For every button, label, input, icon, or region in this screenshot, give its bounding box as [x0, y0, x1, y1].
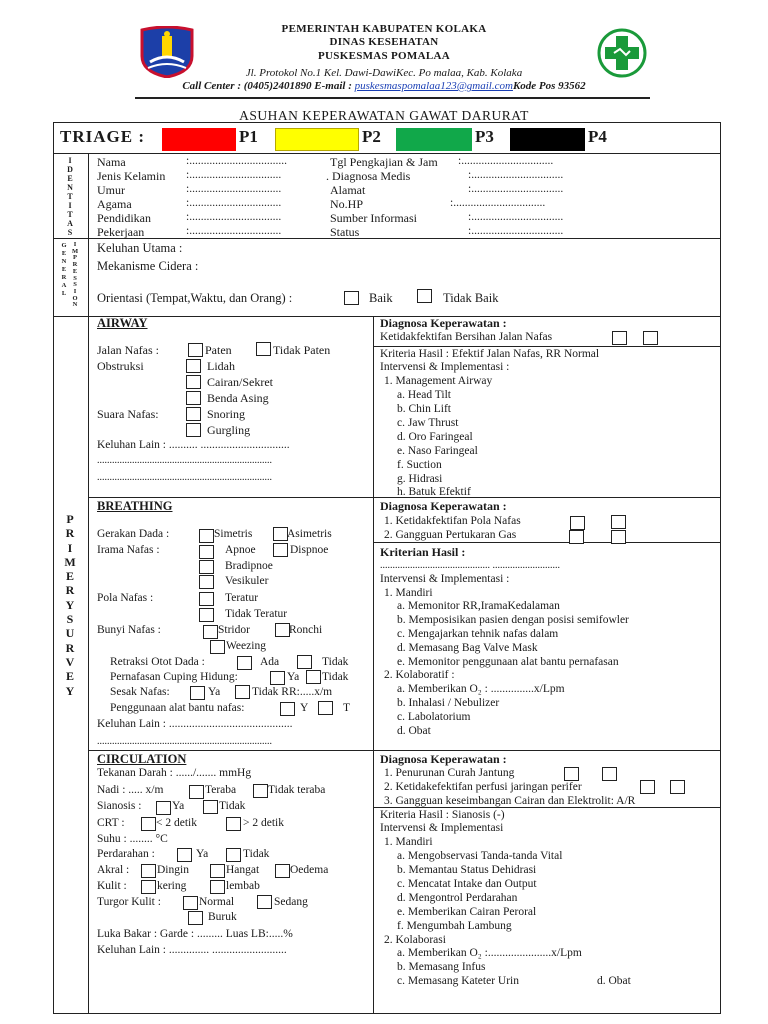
- sesak-ya-checkbox[interactable]: [190, 686, 205, 700]
- jalan-nafas-label: Jalan Nafas :: [97, 343, 159, 357]
- asimetris-checkbox[interactable]: [273, 527, 288, 541]
- breathing-kolab-item: d. Obat: [397, 725, 431, 737]
- alat-y-checkbox[interactable]: [280, 702, 295, 716]
- airway-dots-1[interactable]: ......................................................................: [97, 455, 272, 466]
- circulation-dx1-checkbox-a[interactable]: [564, 767, 579, 781]
- breathing-keluhan-lain[interactable]: Keluhan Lain : ...........................................: [97, 718, 293, 730]
- simetris-label: Simetris: [214, 528, 253, 540]
- field-nama: Nama: [97, 155, 126, 169]
- perdarahan-tidak-label: Tidak: [243, 848, 270, 860]
- airway-dx-heading: Diagnosa Keperawatan :: [380, 316, 507, 330]
- airway-dx1-checkbox-b[interactable]: [643, 331, 658, 345]
- breathing-kolab-item: a. Memberikan O₂ : ...............x/Lpm: [397, 683, 565, 695]
- call-center: Call Center : (0405)2401890 E-mail :: [182, 80, 355, 92]
- identitas-side-text: IDENTITAS: [67, 156, 73, 237]
- tidak-teratur-checkbox[interactable]: [199, 608, 214, 622]
- alat-y-label: Y: [300, 702, 309, 714]
- breathing-dx2-checkbox-a[interactable]: [569, 530, 584, 544]
- field-tgl-pengkajian: Tgl Pengkajian & Jam: [330, 155, 438, 169]
- breathing-dx-2: 2. Gangguan Pertukaran Gas: [384, 529, 517, 541]
- cairan-label: Cairan/Sekret: [207, 375, 273, 389]
- header-address: Jl. Protokol No.1 Kel. Dawi-DawiKec. Po malaa, Kab. Kolaka: [245, 67, 523, 79]
- retraksi-tidak-checkbox[interactable]: [297, 655, 312, 669]
- circulation-keluhan-lain[interactable]: Keluhan Lain : .............. ..........................: [97, 944, 287, 956]
- kulit-kering-checkbox[interactable]: [141, 880, 156, 894]
- dispnoe-checkbox[interactable]: [273, 543, 288, 557]
- form-title: ASUHAN KEPERAWATAN GAWAT DARURAT: [239, 108, 529, 123]
- header-rule: [135, 97, 650, 99]
- sianosis-ya-label: Ya: [172, 800, 185, 812]
- turgor-sedang-label: Sedang: [274, 896, 308, 908]
- circulation-kolab-item: b. Memasang Infus: [397, 961, 486, 973]
- simetris-checkbox[interactable]: [199, 529, 214, 543]
- breathing-dots[interactable]: ......................................................................: [97, 736, 272, 747]
- field-agama: Agama: [97, 197, 132, 211]
- cuping-tidak-label: Tidak: [322, 671, 349, 683]
- crt-label: CRT :: [97, 817, 125, 829]
- pola-nafas-label: Pola Nafas :: [97, 592, 154, 604]
- breathing-kriteria: Kriterian Hasil :: [380, 545, 466, 559]
- primary-survey-side-label: [62, 512, 78, 698]
- cuping-tidak-checkbox[interactable]: [306, 670, 321, 684]
- triage-p1-label: P1: [239, 127, 258, 146]
- airway-keluhan-lain[interactable]: Keluhan Lain : .......... ...............................: [97, 439, 290, 451]
- irama-nafas-label: Irama Nafas :: [97, 544, 160, 556]
- crt-gt-checkbox[interactable]: [226, 817, 241, 831]
- vesikuler-checkbox[interactable]: [199, 575, 214, 589]
- value-alamat[interactable]: :................................: [468, 183, 564, 195]
- lidah-label: Lidah: [207, 359, 235, 373]
- akral-dingin-checkbox[interactable]: [141, 864, 156, 878]
- orientasi-baik-checkbox[interactable]: [344, 291, 359, 305]
- circulation-dx2-checkbox-b[interactable]: [670, 780, 685, 794]
- airway-management: 1. Management Airway: [384, 375, 493, 387]
- suara-nafas-label: Suara Nafas:: [97, 407, 159, 421]
- kulit-lembab-checkbox[interactable]: [210, 880, 225, 894]
- orientasi-tidak-baik-checkbox[interactable]: [417, 289, 432, 303]
- airway-kriteria: Kriteria Hasil : Efektif Jalan Nafas, RR Normal: [380, 348, 600, 360]
- value-sumber-informasi[interactable]: :................................: [468, 211, 564, 223]
- airway-item: b. Chin Lift: [397, 403, 451, 415]
- circulation-mandiri-item: e. Memberikan Cairan Peroral: [397, 906, 537, 918]
- bradipnoe-label: Bradipnoe: [225, 560, 273, 572]
- orientasi-tidak-baik-label: Tidak Baik: [443, 291, 499, 305]
- orientasi-baik-label: Baik: [369, 291, 393, 305]
- circulation-dx-1: 1. Penurunan Curah Jantung: [384, 767, 515, 779]
- kulit-label: Kulit :: [97, 880, 127, 892]
- gurgling-checkbox[interactable]: [186, 423, 201, 437]
- airway-dx-1: Ketidakfektifan Bersihan Jalan Nafas: [380, 331, 553, 343]
- breathing-mandiri-item: b. Memposisikan pasien dengan posisi semifowler: [397, 614, 629, 626]
- field-sumber-informasi: Sumber Informasi: [330, 211, 417, 225]
- circulation-kriteria: Kriteria Hasil : Sianosis (-): [380, 809, 505, 821]
- triage-p1-swatch[interactable]: [162, 128, 236, 151]
- divider: [88, 750, 721, 751]
- divider: [53, 153, 721, 154]
- circulation-intervensi: Intervensi & Implementasi: [380, 822, 504, 834]
- akral-oedema-label: Oedema: [290, 864, 329, 876]
- keluhan-utama-label: Keluhan Utama :: [97, 241, 183, 255]
- primary-survey-side-text: PRIMERY SURVEY: [64, 512, 76, 698]
- value-status[interactable]: :................................: [468, 225, 564, 237]
- cairan-checkbox[interactable]: [186, 375, 201, 389]
- teratur-checkbox[interactable]: [199, 592, 214, 606]
- breathing-kriteria-dots[interactable]: ............................................ ...........................: [380, 560, 560, 571]
- sesak-ya-label: Ya: [208, 686, 221, 698]
- akral-label: Akral :: [97, 864, 130, 876]
- airway-intervensi: Intervensi & Implementasi :: [380, 361, 510, 373]
- circulation-dx-heading: Diagnosa Keperawatan :: [380, 752, 507, 766]
- general-side-text: GENERAL: [61, 242, 67, 297]
- circulation-kolab: 2. Kolaborasi: [384, 934, 446, 946]
- tekanan-darah-field[interactable]: Tekanan Darah : ....../....... mmHg: [97, 767, 252, 779]
- kulit-lembab-label: lembab: [226, 880, 260, 892]
- breathing-mandiri-item: c. Mengajarkan tehnik nafas dalam: [397, 628, 559, 640]
- nadi-tidak-teraba-checkbox[interactable]: [253, 784, 268, 798]
- crt-lt-label: < 2 detik: [156, 817, 197, 829]
- vesikuler-label: Vesikuler: [225, 575, 269, 587]
- value-agama[interactable]: :................................: [186, 197, 282, 209]
- field-pendidikan: Pendidikan: [97, 211, 151, 225]
- paten-checkbox[interactable]: [188, 343, 203, 357]
- gerakan-dada-label: Gerakan Dada :: [97, 528, 170, 540]
- field-alamat: Alamat: [330, 183, 366, 197]
- luka-bakar-field[interactable]: Luka Bakar : Garde : ......... Luas LB:.....%: [97, 928, 293, 940]
- triage-p3-swatch[interactable]: [396, 128, 472, 151]
- circulation-dx-3: 3. Gangguan keseimbangan Cairan dan Elektrolit: A/R: [384, 795, 636, 807]
- akral-oedema-checkbox[interactable]: [275, 864, 290, 878]
- circulation-dx1-checkbox-b[interactable]: [602, 767, 617, 781]
- sianosis-ya-checkbox[interactable]: [156, 801, 171, 815]
- sianosis-tidak-label: Tidak: [219, 800, 246, 812]
- apnoe-label: Apnoe: [225, 544, 256, 556]
- impression-side-text: IMPRESSION: [72, 241, 79, 309]
- airway-item: f. Suction: [397, 459, 442, 471]
- triage-p3-label: P3: [475, 127, 494, 146]
- value-tgl-pengkajian[interactable]: :................................: [458, 155, 554, 167]
- perdarahan-tidak-checkbox[interactable]: [226, 848, 241, 862]
- impression-side-label: [69, 242, 81, 309]
- circulation-mandiri-item: f. Mengumbah Lambung: [397, 920, 512, 932]
- retraksi-tidak-label: Tidak: [322, 656, 349, 668]
- triage-p2-swatch[interactable]: [275, 128, 359, 151]
- header-line-2: DINAS KESEHATAN: [329, 36, 439, 48]
- circulation-kolab-item: c. Memasang Kateter Urin: [397, 975, 519, 987]
- breathing-mandiri-item: e. Memonitor penggunaan alat bantu pernafasan: [397, 656, 619, 668]
- crt-lt-checkbox[interactable]: [141, 817, 156, 831]
- sesak-tidak-checkbox[interactable]: [235, 685, 250, 699]
- circulation-mandiri-item: c. Mencatat Intake dan Output: [397, 878, 537, 890]
- value-pekerjaan[interactable]: :................................: [186, 225, 282, 237]
- alat-bantu-label: Penggunaan alat bantu nafas:: [110, 702, 245, 714]
- field-pekerjaan: Pekerjaan: [97, 225, 145, 239]
- triage-p4-swatch[interactable]: [510, 128, 585, 151]
- turgor-normal-label: Normal: [199, 896, 235, 908]
- breathing-dx1-checkbox-a[interactable]: [570, 516, 585, 530]
- snoring-checkbox[interactable]: [186, 407, 201, 421]
- crt-gt-label: > 2 detik: [243, 817, 284, 829]
- value-umur[interactable]: :................................: [186, 183, 282, 195]
- turgor-normal-checkbox[interactable]: [183, 896, 198, 910]
- akral-hangat-label: Hangat: [226, 864, 260, 876]
- breathing-mandiri: 1. Mandiri: [384, 587, 433, 599]
- breathing-dx2-checkbox-b[interactable]: [611, 530, 626, 544]
- akral-hangat-checkbox[interactable]: [210, 864, 225, 878]
- stridor-checkbox[interactable]: [203, 625, 218, 639]
- header-line-3: PUSKESMAS POMALAA: [318, 50, 450, 62]
- cuping-ya-label: Ya: [287, 671, 300, 683]
- tidak-paten-label: Tidak Paten: [273, 343, 331, 357]
- breathing-dx1-checkbox-b[interactable]: [611, 515, 626, 529]
- benda-asing-label: Benda Asing: [207, 391, 269, 405]
- bunyi-nafas-label: Bunyi Nafas :: [97, 624, 161, 636]
- weezing-checkbox[interactable]: [210, 640, 225, 654]
- post-code: Kode Pos 93562: [512, 80, 586, 92]
- apnoe-checkbox[interactable]: [199, 545, 214, 559]
- airway-dots-2[interactable]: ......................................................................: [97, 472, 272, 483]
- suhu-field[interactable]: Suhu : ........ °C: [97, 833, 168, 845]
- field-jenis-kelamin: Jenis Kelamin: [97, 169, 166, 183]
- weezing-label: Weezing: [226, 640, 266, 652]
- breathing-heading: BREATHING: [97, 499, 173, 513]
- obstruksi-label: Obstruksi: [97, 359, 144, 373]
- sesak-rr-label[interactable]: Tidak RR:.....x/m: [252, 686, 333, 698]
- cuping-ya-checkbox[interactable]: [270, 671, 285, 685]
- alat-t-checkbox[interactable]: [318, 701, 333, 715]
- triage-p2-label: P2: [362, 127, 381, 146]
- identitas-side-label: [63, 156, 77, 237]
- bradipnoe-checkbox[interactable]: [199, 560, 214, 574]
- benda-asing-checkbox[interactable]: [186, 391, 201, 405]
- airway-item: a. Head Tilt: [397, 389, 451, 401]
- dispnoe-label: Dispnoe: [290, 544, 329, 556]
- divider: [88, 153, 89, 1013]
- turgor-label: Turgor Kulit :: [97, 896, 161, 908]
- header-contact: [0, 80, 768, 92]
- circulation-dx2-checkbox-a[interactable]: [640, 780, 655, 794]
- sianosis-tidak-checkbox[interactable]: [203, 800, 218, 814]
- snoring-label: Snoring: [207, 407, 246, 421]
- header-line-1: PEMERINTAH KABUPATEN KOLAKA: [281, 23, 487, 35]
- divider: [53, 238, 721, 239]
- divider: [373, 807, 721, 808]
- nadi-teraba-checkbox[interactable]: [189, 785, 204, 799]
- airway-item: e. Naso Faringeal: [397, 445, 478, 457]
- sianosis-label: Sianosis :: [97, 800, 142, 812]
- circulation-mandiri: 1. Mandiri: [384, 836, 433, 848]
- ronchi-checkbox[interactable]: [275, 623, 290, 637]
- divider: [373, 316, 374, 1013]
- gurgling-label: Gurgling: [207, 423, 251, 437]
- turgor-sedang-checkbox[interactable]: [257, 895, 272, 909]
- field-status: Status: [330, 225, 360, 239]
- airway-item: d. Oro Faringeal: [397, 431, 473, 443]
- mekanisme-cidera-label: Mekanisme Cidera :: [97, 259, 199, 273]
- perdarahan-label: Perdarahan :: [97, 848, 155, 860]
- value-pendidikan[interactable]: :................................: [186, 211, 282, 223]
- triage-p4-label: P4: [588, 127, 607, 146]
- teratur-label: Teratur: [225, 592, 259, 604]
- circulation-mandiri-item: a. Mengobservasi Tanda-tanda Vital: [397, 850, 563, 862]
- breathing-dx-heading: Diagnosa Keperawatan :: [380, 499, 507, 513]
- triage-label: TRIAGE :: [60, 127, 145, 146]
- divider: [373, 542, 721, 543]
- airway-heading: AIRWAY: [97, 316, 148, 330]
- circulation-mandiri-item: b. Memantau Status Dehidrasi: [397, 864, 537, 876]
- retraksi-label: Retraksi Otot Dada :: [110, 656, 205, 668]
- field-no-hp: No.HP: [330, 197, 364, 211]
- circulation-kolab-item: a. Memberikan O₂ :......................x/Lpm: [397, 947, 582, 959]
- breathing-intervensi: Intervensi & Implementasi :: [380, 573, 510, 585]
- orientasi-label: Orientasi (Tempat,Waktu, dan Orang) :: [97, 291, 293, 305]
- lidah-checkbox[interactable]: [186, 359, 201, 373]
- tidak-paten-checkbox[interactable]: [256, 342, 271, 356]
- value-nama[interactable]: :..................................: [186, 155, 287, 167]
- value-diagnosa-medis[interactable]: :................................: [468, 169, 564, 181]
- breathing-mandiri-item: a. Memonitor RR,IramaKedalaman: [397, 600, 560, 612]
- tidak-teratur-label: Tidak Teratur: [225, 608, 288, 620]
- airway-dx1-checkbox-a[interactable]: [612, 331, 627, 345]
- ronchi-label: Ronchi: [289, 624, 323, 636]
- value-jenis-kelamin[interactable]: :................................: [186, 169, 282, 181]
- field-diagnosa-medis: . Diagnosa Medis: [326, 169, 411, 183]
- email-link[interactable]: puskesmaspomalaa123@gmail.com: [354, 80, 513, 92]
- sesak-nafas-label: Sesak Nafas:: [110, 686, 170, 698]
- airway-item: h. Batuk Efektif: [397, 486, 471, 498]
- retraksi-ada-label: Ada: [260, 656, 280, 668]
- value-no-hp[interactable]: :................................: [450, 197, 546, 209]
- perdarahan-ya-label: Ya: [196, 848, 209, 860]
- circulation-mandiri-item: d. Mengontrol Perdarahan: [397, 892, 518, 904]
- akral-dingin-label: Dingin: [157, 864, 189, 876]
- perdarahan-ya-checkbox[interactable]: [177, 848, 192, 862]
- circulation-heading: CIRCULATION: [97, 752, 187, 766]
- asimetris-label: Asimetris: [287, 528, 332, 540]
- circulation-obat: d. Obat: [597, 975, 631, 987]
- cuping-hidung-label: Pernafasan Cuping Hidung:: [110, 671, 238, 683]
- breathing-mandiri-item: d. Memasang Bag Valve Mask: [397, 642, 538, 654]
- field-umur: Umur: [97, 183, 125, 197]
- divider: [373, 346, 721, 347]
- breathing-dx-1: 1. Ketidakfektifan Pola Nafas: [384, 515, 521, 527]
- nadi-teraba-label: Teraba: [205, 784, 237, 796]
- airway-item: g. Hidrasi: [397, 473, 443, 485]
- nadi-tidak-teraba-label: Tidak teraba: [268, 784, 326, 796]
- breathing-kolab: 2. Kolaboratif :: [384, 669, 455, 681]
- kulit-kering-label: kering: [157, 880, 187, 892]
- stridor-label: Stridor: [218, 624, 250, 636]
- paten-label: Paten: [205, 343, 232, 357]
- breathing-kolab-item: c. Labolatorium: [397, 711, 471, 723]
- turgor-buruk-label: Buruk: [208, 911, 237, 923]
- circulation-dx-2: 2. Ketidakefektifan perfusi jaringan perifer: [384, 781, 582, 793]
- retraksi-ada-checkbox[interactable]: [237, 656, 252, 670]
- turgor-buruk-checkbox[interactable]: [188, 911, 203, 925]
- airway-item: c. Jaw Thrust: [397, 417, 459, 429]
- nadi-field[interactable]: Nadi : ..... x/m: [97, 784, 164, 796]
- breathing-kolab-item: b. Inhalasi / Nebulizer: [397, 697, 500, 709]
- alat-t-label: T: [343, 702, 351, 714]
